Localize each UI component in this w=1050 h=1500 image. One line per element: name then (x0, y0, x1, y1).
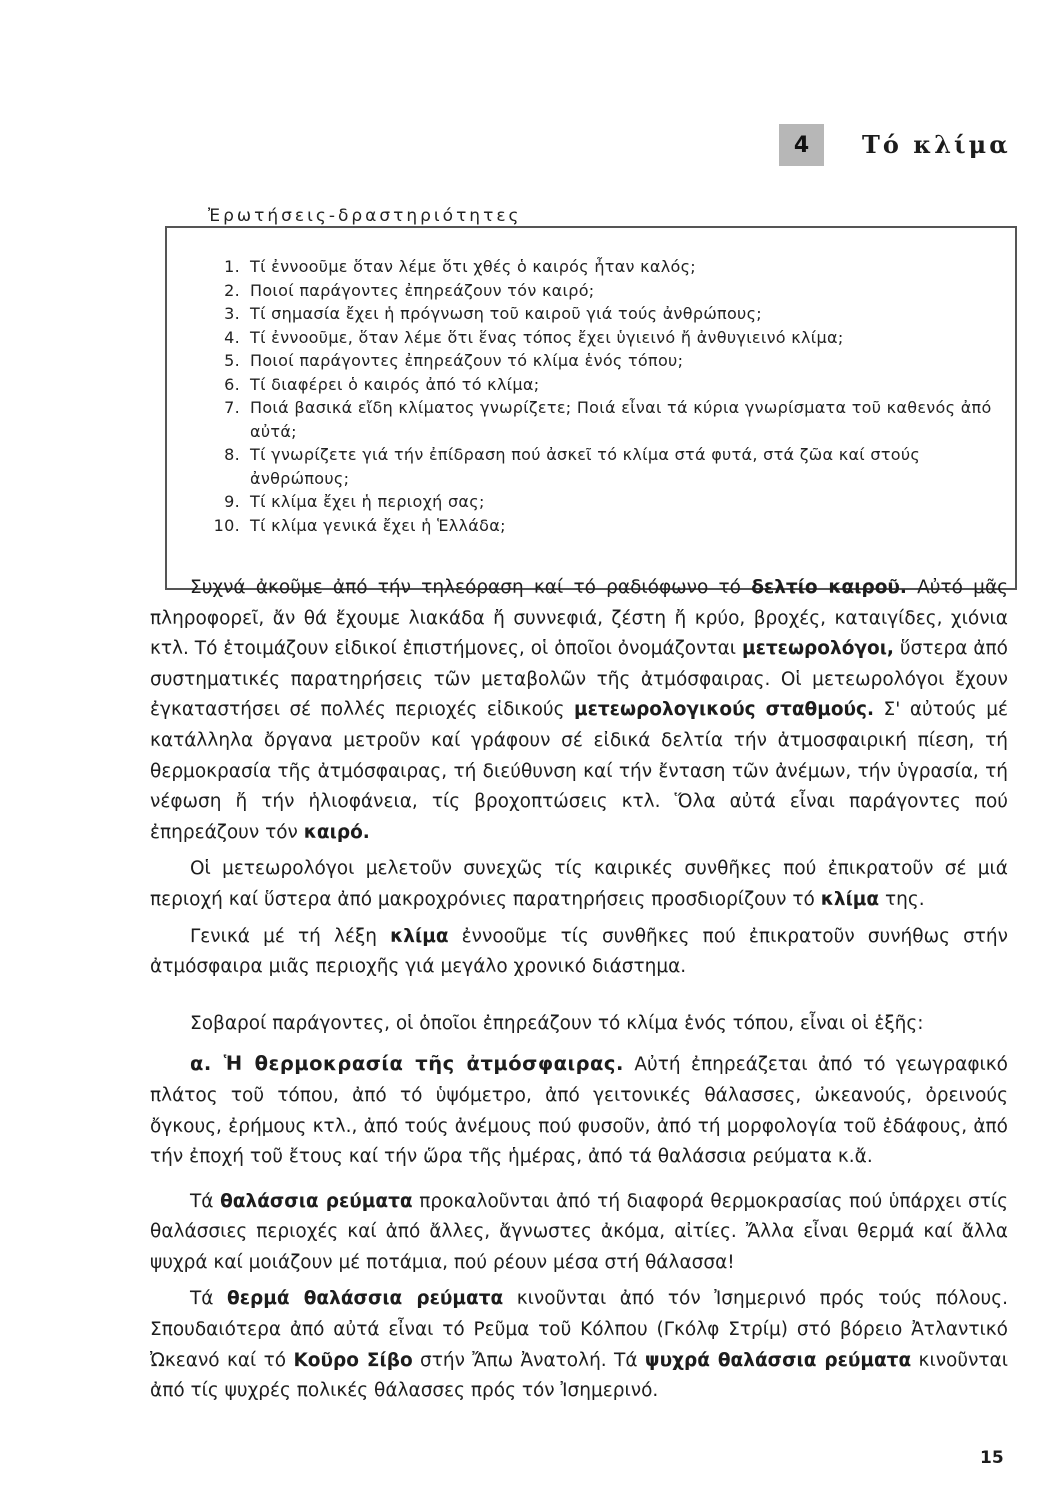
bold-term: ψυχρά θαλάσσια ρεύματα (644, 1349, 912, 1371)
question-text: Τί γνωρίζετε γιά τήν ἐπίδραση πού ἀσκεῖ τό κλίμα στά φυτά, στά ζῶα καί στούς ἀνθρώπους; (250, 445, 921, 488)
question-item (196, 514, 996, 538)
question-text: Τί κλίμα γενικά ἔχει ἡ Ἑλλάδα; (250, 515, 506, 535)
questions-title: Ἐρωτήσεις-δραστηριότητες (200, 206, 530, 226)
paragraph-climate-study (150, 854, 1008, 915)
bold-term: μετεωρολόγοι, (741, 638, 894, 660)
text-run: Σοβαροί παράγοντες, οἱ ὁποῖοι ἐπηρεάζουν τό κλίμα ἑνός τόπου, εἶναι οἱ ἑξῆς: (190, 1012, 924, 1034)
text-run: προκαλοῦνται ἀπό τή διαφορά θερμοκρασίας πού ὑπάρχει στίς θαλάσσιες περιοχές καί ἀπό ἄλλες, ἄγνωστες ἀκόμα, αἰτίες. Ἄλλα εἶναι θερμά καί ἄλλα ψυχρά καί μοιάζουν μέ ποτάμια, πού ρέουν μέσα στή θάλασσα! (150, 1190, 1008, 1273)
text-run: κινοῦνται ἀπό τίς ψυχρές πολικές θάλασσες πρός τόν Ἰσημερινό. (150, 1349, 1008, 1402)
question-number: 9. (224, 492, 240, 511)
bold-term: θερμά θαλάσσια ρεύματα (227, 1288, 504, 1310)
bold-term: θαλάσσια ρεύματα (220, 1190, 413, 1212)
bold-term: κλίμα (390, 925, 449, 947)
question-number: 7. (224, 398, 240, 417)
question-number: 4. (224, 327, 240, 347)
text-run: Τά (190, 1288, 228, 1310)
question-text: Τί κλίμα ἔχει ἡ περιοχή σας; (250, 492, 485, 511)
question-number: 10. (213, 515, 240, 535)
chapter-number-badge: 4 (779, 124, 824, 166)
question-text: Ποιοί παράγοντες ἐπηρεάζουν τόν καιρό; (250, 280, 595, 300)
text-run: κινοῦνται ἀπό τόν Ἰσημερινό πρός τούς πόλους. Σπουδαιότερα ἀπό αὐτά εἶναι τό Ρεῦμα τοῦ Κόλπου (Γκόλφ Στρίμ) στό βόρειο Ἀτλαντικό Ὠκεανό καί τό (150, 1288, 1008, 1371)
bold-term: καιρό. (303, 821, 370, 843)
question-text: Τί ἐννοοῦμε, ὅταν λέμε ὅτι ἕνας τόπος ἔχει ὑγιεινό ἤ ἀνθυγιεινό κλίμα; (250, 327, 844, 347)
question-item (196, 373, 996, 397)
question-item (196, 490, 996, 514)
paragraph-weather-report (150, 573, 1008, 848)
text-run: της. (879, 888, 925, 910)
text-run: Σ' αὐτούς μέ κατάλληλα ὄργανα μετροῦν καί γράφουν σέ εἰδικά δελτία τήν ἀτμοσφαιρική πίεση, τή θερμοκρασία τῆς ἀτμόσφαιρας, τή διεύθυνση καί τήν ἔνταση τῶν ἀνέμων, τήν ὑγρασία, τή νέφωση ἤ τήν ἡλιοφάνεια, τίς βροχοπτώσεις κτλ. Ὅλα αὐτά εἶναι παράγοντες πού ἐπηρεάζουν τόν (150, 699, 1008, 843)
question-item (196, 443, 996, 490)
question-item (196, 255, 996, 279)
question-item (196, 302, 996, 326)
paragraph-sea-currents (150, 1187, 1008, 1279)
question-text: Τί διαφέρει ὁ καιρός ἀπό τό κλίμα; (250, 374, 540, 394)
question-item (196, 349, 996, 373)
bold-term: κλίμα (820, 888, 880, 910)
bold-term: δελτίο καιροῦ. (751, 577, 907, 598)
chapter-title: Τό κλίμα (862, 130, 1011, 159)
bold-term: μετεωρολογικούς σταθμούς. (573, 699, 875, 721)
question-text: Τί ἐννοοῦμε ὅταν λέμε ὅτι χθές ὁ καιρός ἦταν καλός; (250, 257, 696, 276)
question-text: Ποιά βασικά εἴδη κλίματος γνωρίζετε; Ποιά εἶναι τά κύρια γνωρίσματα τοῦ καθενός ἀπό αὐτά; (250, 398, 992, 441)
text-run: Αὐτή ἐπηρεάζεται ἀπό τό γεωγραφικό πλάτος τοῦ τόπου, ἀπό τό ὑψόμετρο, ἀπό γειτονικές θάλασσες, ὠκεανούς, ὀρεινούς ὄγκους, ἐρήμους κτλ., ἀπό τούς ἀνέμους πού φυσοῦν, ἀπό τή μορφολογία τοῦ ἐδάφους, ἀπό τήν ἐποχή τοῦ ἔτους καί τήν ὥρα τῆς ἡμέρας, ἀπό τά θαλάσσια ρεύματα κ.ἄ. (150, 1054, 1008, 1168)
text-run: στήν Ἄπω Ἀνατολή. Τά (412, 1349, 645, 1371)
question-item (196, 326, 996, 350)
text-run: ἐννοοῦμε τίς συνθῆκες πού ἐπικρατοῦν συνήθως στήν ἀτμόσφαιρα μιᾶς περιοχῆς γιά μεγάλο χρονικό διάστημα. (150, 925, 1008, 978)
question-item (196, 396, 996, 443)
text-run: ὕστερα ἀπό συστηματικές παρατηρήσεις τῶν μεταβολῶν τῆς ἀτμόσφαιρας. Οἱ μετεωρολόγοι ἔχουν ἐγκαταστήσει σέ πολλές περιοχές εἰδικούς (150, 638, 1008, 721)
section-heading: α. Ἡ θερμοκρασία τῆς ἀτμόσφαιρας. (190, 1052, 624, 1076)
question-number: 6. (224, 374, 240, 394)
text-run: Οἱ μετεωρολόγοι μελετοῦν συνεχῶς τίς καιρικές συνθῆκες πού ἐπικρατοῦν σέ μιά περιοχή καί ὕστερα ἀπό μακροχρόνιες παρατηρήσεις προσδιορίζουν τό (150, 858, 1008, 910)
question-item (196, 279, 996, 303)
paragraph-warm-currents (150, 1284, 1008, 1406)
text-run: Συχνά ἀκοῦμε ἀπό τήν τηλεόραση καί τό ραδιόφωνο τό (190, 577, 752, 598)
paragraph-temperature (150, 1049, 1008, 1172)
question-text: Ποιοί παράγοντες ἐπηρεάζουν τό κλίμα ἑνός τόπου; (250, 351, 684, 370)
question-number: 8. (224, 445, 240, 464)
paragraph-climate-definition (150, 922, 1008, 983)
question-text: Τί σημασία ἔχει ἡ πρόγνωση τοῦ καιροῦ γιά τούς ἀνθρώπους; (250, 304, 762, 323)
question-number: 3. (224, 304, 240, 323)
text-run: Γενικά μέ τή λέξη (190, 925, 391, 947)
question-number: 5. (224, 351, 240, 370)
page-number: 15 (980, 1448, 1004, 1468)
question-number: 2. (224, 280, 240, 300)
question-number: 1. (224, 257, 240, 276)
questions-list (196, 255, 996, 537)
bold-term: Κοῦρο Σίβο (293, 1349, 413, 1371)
paragraph-factors-intro (150, 1009, 1008, 1040)
text-run: Αὐτό μᾶς πληροφορεῖ, ἄν θά ἔχουμε λιακάδα ἤ συννεφιά, ζέστη ἤ κρύο, βροχές, καταιγίδες, χιόνια κτλ. Τό ἑτοιμάζουν εἰδικοί ἐπιστήμονες, οἱ ὁποῖοι ὀνομάζονται (150, 577, 1008, 660)
text-run: Τά (190, 1190, 221, 1212)
body-text (150, 573, 1008, 1407)
